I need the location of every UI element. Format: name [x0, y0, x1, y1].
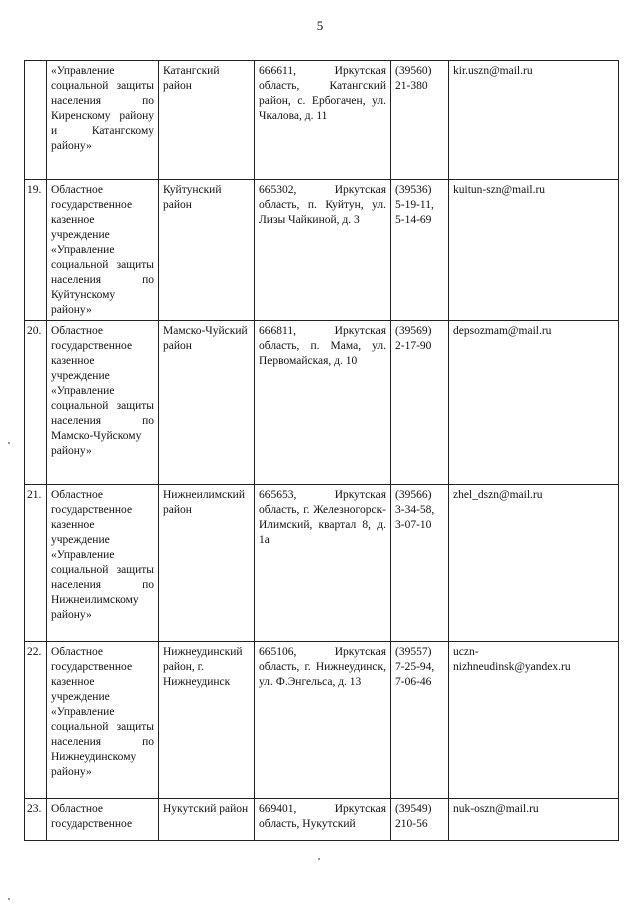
scan-speck — [318, 858, 320, 860]
organization-name: Областное государственное казенное учреждение «Управление социальной защиты населения по Нижнеудинскому району» — [47, 642, 159, 799]
email: uczn- nizhneudinsk@yandex.ru — [449, 642, 619, 799]
institutions-table — [24, 60, 619, 841]
address: 666811, Иркутская область, п. Мама, ул. Первомайская, д. 10 — [255, 321, 391, 485]
phone: (39557) 7-25-94, 7-06-46 — [391, 642, 449, 799]
email: kir.uszn@mail.ru — [449, 61, 619, 180]
email: depsozmam@mail.ru — [449, 321, 619, 485]
address: 665302, Иркутская область, п. Куйтун, ул. Лизы Чайкиной, д. 3 — [255, 180, 391, 321]
phone: (39560) 21-380 — [391, 61, 449, 180]
phone: (39569) 2-17-90 — [391, 321, 449, 485]
table-row — [25, 61, 619, 180]
phone: (39549) 210-56 — [391, 799, 449, 841]
district: Куйтунский район — [159, 180, 255, 321]
organization-name: Областное государственное казенное учреждение «Управление социальной защиты населения по Куйтунскому району» — [47, 180, 159, 321]
table-row — [25, 180, 619, 321]
row-number: 21. — [25, 485, 47, 642]
district: Нукутский район — [159, 799, 255, 841]
district: Катангский район — [159, 61, 255, 180]
page-number: 5 — [316, 18, 324, 33]
table-row — [25, 485, 619, 642]
email: nuk-oszn@mail.ru — [449, 799, 619, 841]
phone: (39536) 5-19-11, 5-14-69 — [391, 180, 449, 321]
table-row — [25, 642, 619, 799]
table-row — [25, 321, 619, 485]
row-number — [25, 61, 47, 180]
organization-name: Областное государственное — [47, 799, 159, 841]
address: 669401, Иркутская область, Нукутский — [255, 799, 391, 841]
district: Мамско-Чуйский район — [159, 321, 255, 485]
email: zhel_dszn@mail.ru — [449, 485, 619, 642]
address: 665653, Иркутская область, г. Железногорск-Илимский, квартал 8, д. 1а — [255, 485, 391, 642]
scan-speck — [8, 898, 10, 900]
address: 665106, Иркутская область, г. Нижнеудинск, ул. Ф.Энгельса, д. 13 — [255, 642, 391, 799]
scan-speck — [8, 442, 10, 444]
organization-name: Областное государственное казенное учреждение «Управление социальной защиты населения по Мамско-Чуйскому району» — [47, 321, 159, 485]
district: Нижнеилимский район — [159, 485, 255, 642]
district: Нижнеудинский район, г. Нижнеудинск — [159, 642, 255, 799]
row-number: 22. — [25, 642, 47, 799]
row-number: 19. — [25, 180, 47, 321]
address: 666611, Иркутская область, Катангский район, с. Ербогачен, ул. Чкалова, д. 11 — [255, 61, 391, 180]
row-number: 20. — [25, 321, 47, 485]
organization-name: Областное государственное казенное учреждение «Управление социальной защиты населения по Нижнеилимскому району» — [47, 485, 159, 642]
email: kuitun-szn@mail.ru — [449, 180, 619, 321]
row-number: 23. — [25, 799, 47, 841]
phone: (39566) 3-34-58, 3-07-10 — [391, 485, 449, 642]
table-row — [25, 799, 619, 841]
organization-name: «Управление социальной защиты населения по Киренскому району и Катангскому району» — [47, 61, 159, 180]
